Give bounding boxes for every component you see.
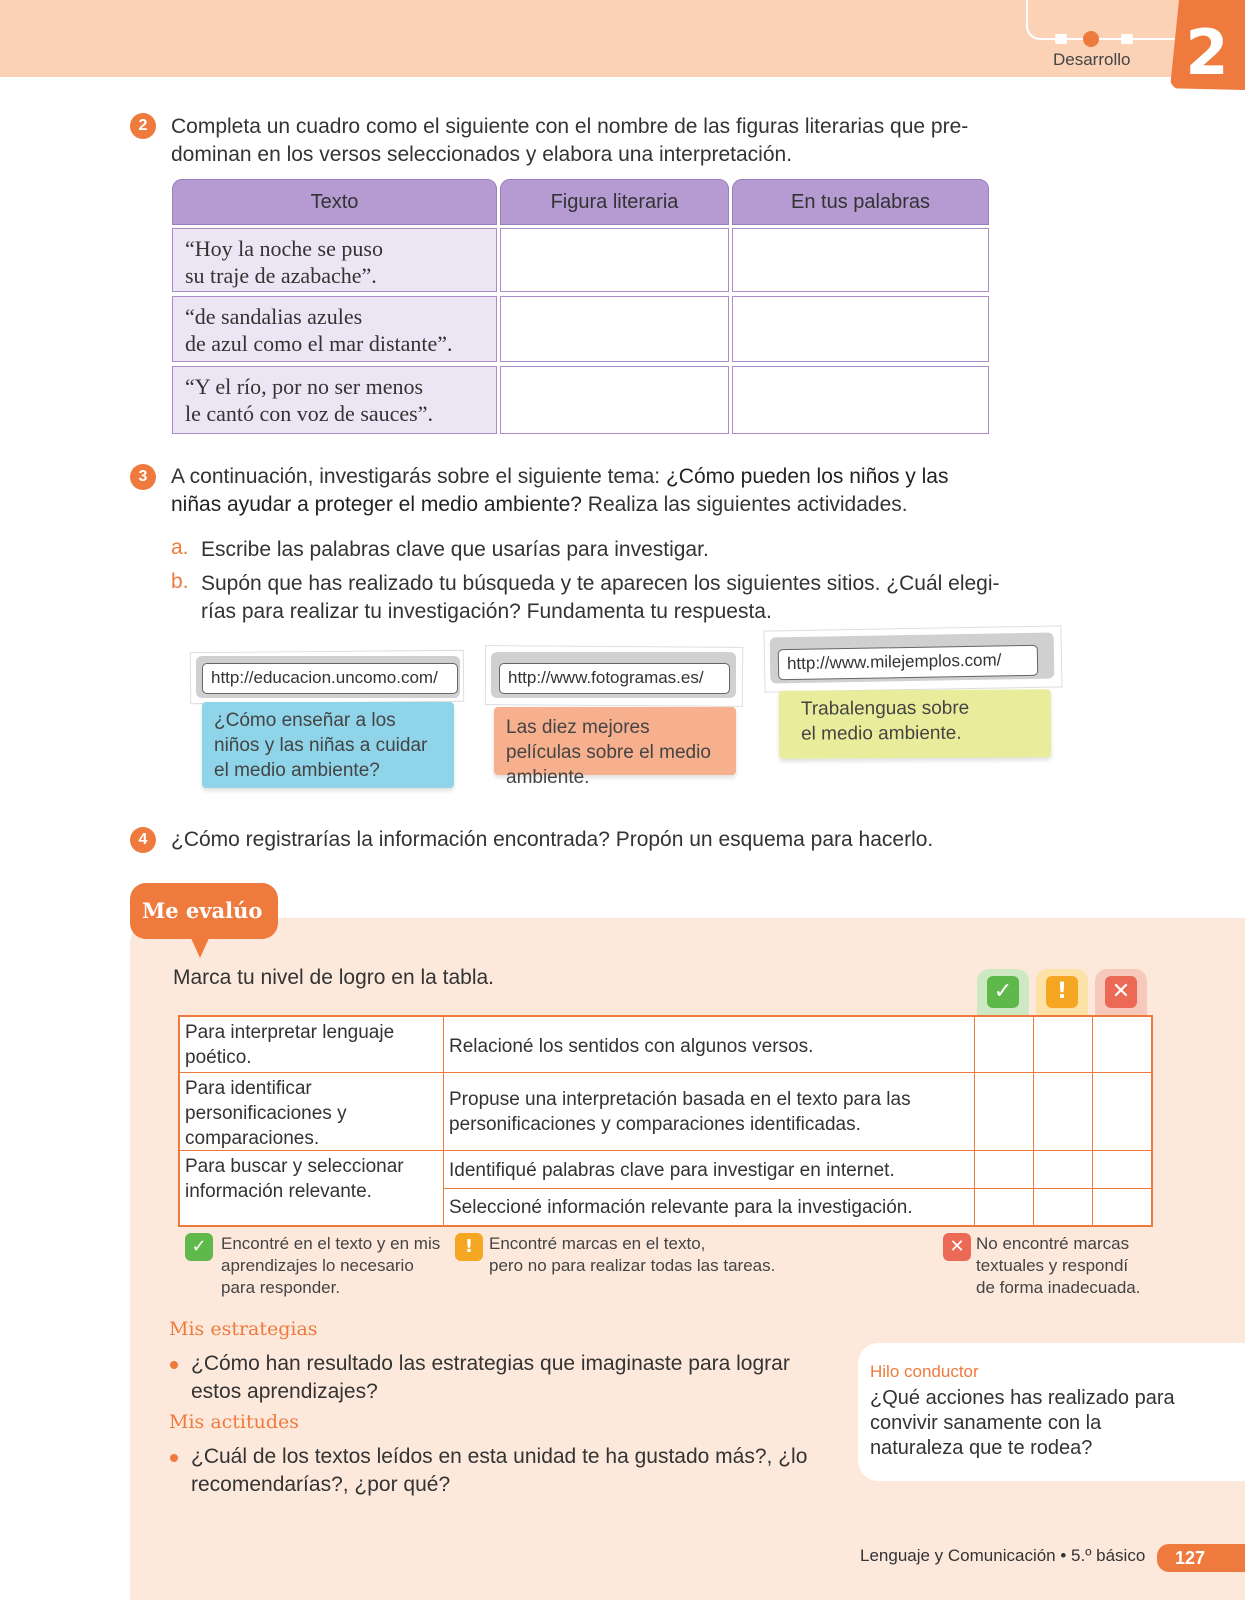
item-a-text: Escribe las palabras clave que usarías para investigar. bbox=[201, 538, 709, 561]
bullet-icon bbox=[170, 1454, 178, 1462]
verse-cell: “de sandalias azules de azul como el mar distante”. bbox=[172, 296, 497, 362]
section-label: Desarrollo bbox=[1053, 50, 1131, 69]
column-divider bbox=[1092, 1015, 1093, 1227]
figura-answer-cell[interactable] bbox=[500, 228, 729, 292]
question-number-badge: 3 bbox=[130, 464, 156, 490]
url-field[interactable]: http://educacion.uncomo.com/ bbox=[202, 663, 458, 694]
progress-step bbox=[1055, 34, 1067, 44]
item-letter: b. bbox=[171, 570, 189, 593]
progress-track bbox=[1026, 0, 1176, 40]
criterion-cell: Relacioné los sentidos con algunos versos. bbox=[449, 1036, 814, 1057]
progress-current-step bbox=[1083, 31, 1099, 47]
research-topic: ¿Cómo pueden los niños y las niñas ayudar a proteger el medio ambiente? bbox=[171, 465, 949, 516]
criterion-cell: Propuse una interpretación basada en el texto para las personificaciones y comparaciones identificadas. bbox=[449, 1089, 911, 1135]
figura-answer-cell[interactable] bbox=[500, 296, 729, 362]
question-number-badge: 4 bbox=[130, 827, 156, 853]
legend-not-achieved-text: No encontré marcas textuales y respondí de forma inadecuada. bbox=[976, 1234, 1141, 1297]
cross-icon: ✕ bbox=[1105, 976, 1137, 1008]
website-description: ¿Cómo enseñar a los niños y las niñas a cuidar el medio ambiente? bbox=[202, 702, 454, 788]
row-divider bbox=[443, 1188, 1153, 1189]
hilo-conductor-question: ¿Qué acciones has realizado para convivir sanamente con la naturaleza que te rodea? bbox=[870, 1387, 1175, 1459]
criterion-cell: Identifiqué palabras clave para investigar en internet. bbox=[449, 1160, 895, 1181]
url-field[interactable]: http://www.fotogramas.es/ bbox=[499, 663, 730, 694]
table-header-texto: Texto bbox=[172, 179, 497, 225]
check-icon: ✓ bbox=[987, 976, 1019, 1008]
attitudes-question: ¿Cuál de los textos leídos en esta unidad te ha gustado más?, ¿lo recomendarías?, ¿por qué? bbox=[191, 1445, 808, 1496]
palabras-answer-cell[interactable] bbox=[732, 228, 989, 292]
check-icon: ✓ bbox=[185, 1233, 213, 1261]
website-description: Trabalenguas sobre el medio ambiente. bbox=[779, 689, 1051, 758]
table-header-palabras: En tus palabras bbox=[732, 179, 989, 225]
page-number: 127 bbox=[1157, 1544, 1245, 1572]
question-4-text: ¿Cómo registrarías la información encontrada? Propón un esquema para hacerlo. bbox=[171, 828, 934, 851]
criterion-cell: Seleccioné información relevante para la investigación. bbox=[449, 1197, 913, 1218]
cross-icon: ✕ bbox=[943, 1233, 971, 1261]
palabras-answer-cell[interactable] bbox=[732, 366, 989, 434]
item-b-text: Supón que has realizado tu búsqueda y te aparecen los siguientes sitios. ¿Cuál elegi- rías para realizar tu investigación? Fundamenta tu respuesta. bbox=[201, 572, 1000, 623]
progress-step bbox=[1121, 34, 1133, 44]
goal-cell: Para identificar personificaciones y comparaciones. bbox=[185, 1078, 347, 1149]
exclamation-icon: ! bbox=[455, 1233, 483, 1261]
unit-number: 2 bbox=[1185, 16, 1229, 89]
exclamation-icon: ! bbox=[1046, 976, 1078, 1008]
question-2-text: Completa un cuadro como el siguiente con el nombre de las figuras literarias que pre- dominan en los versos seleccionados y elabora una interpretación. bbox=[171, 115, 969, 166]
row-divider bbox=[178, 1072, 1153, 1073]
goal-cell: Para buscar y seleccionar información relevante. bbox=[185, 1156, 404, 1202]
question-number-badge: 2 bbox=[130, 113, 156, 139]
evaluation-instruction: Marca tu nivel de logro en la tabla. bbox=[173, 966, 495, 989]
column-divider bbox=[443, 1015, 444, 1227]
figura-answer-cell[interactable] bbox=[500, 366, 729, 434]
verse-cell: “Y el río, por no ser menos le cantó con voz de sauces”. bbox=[172, 366, 497, 434]
self-evaluation-title: Me evalúo bbox=[130, 883, 278, 939]
verse-cell: “Hoy la noche se puso su traje de azabache”. bbox=[172, 228, 497, 292]
legend-partial-text: Encontré marcas en el texto, pero no para realizar todas las tareas. bbox=[489, 1234, 776, 1275]
palabras-answer-cell[interactable] bbox=[732, 296, 989, 362]
attitudes-title: Mis actitudes bbox=[169, 1411, 300, 1433]
item-letter: a. bbox=[171, 536, 189, 559]
website-description: Las diez mejores películas sobre el medio ambiente. bbox=[494, 707, 736, 775]
speech-bubble-tail bbox=[190, 936, 210, 958]
strategies-title: Mis estrategias bbox=[169, 1318, 318, 1340]
column-divider bbox=[1033, 1015, 1034, 1227]
legend-achieved-text: Encontré en el texto y en mis aprendizajes lo necesario para responder. bbox=[221, 1234, 441, 1297]
question-3-text: A continuación, investigarás sobre el siguiente tema: ¿Cómo pueden los niños y las niñas ayudar a proteger el medio ambiente? Realiza las siguientes actividades. bbox=[171, 465, 949, 516]
bullet-icon bbox=[170, 1361, 178, 1369]
column-divider bbox=[974, 1015, 975, 1227]
url-field[interactable]: http://www.milejemplos.com/ bbox=[778, 645, 1039, 681]
footer-subject: Lenguaje y Comunicación • 5.º básico bbox=[860, 1546, 1146, 1565]
goal-cell: Para interpretar lenguaje poético. bbox=[185, 1022, 395, 1068]
table-header-figura: Figura literaria bbox=[500, 179, 729, 225]
strategies-question: ¿Cómo han resultado las estrategias que imaginaste para lograr estos aprendizajes? bbox=[191, 1352, 790, 1403]
hilo-conductor-title: Hilo conductor bbox=[870, 1362, 979, 1381]
